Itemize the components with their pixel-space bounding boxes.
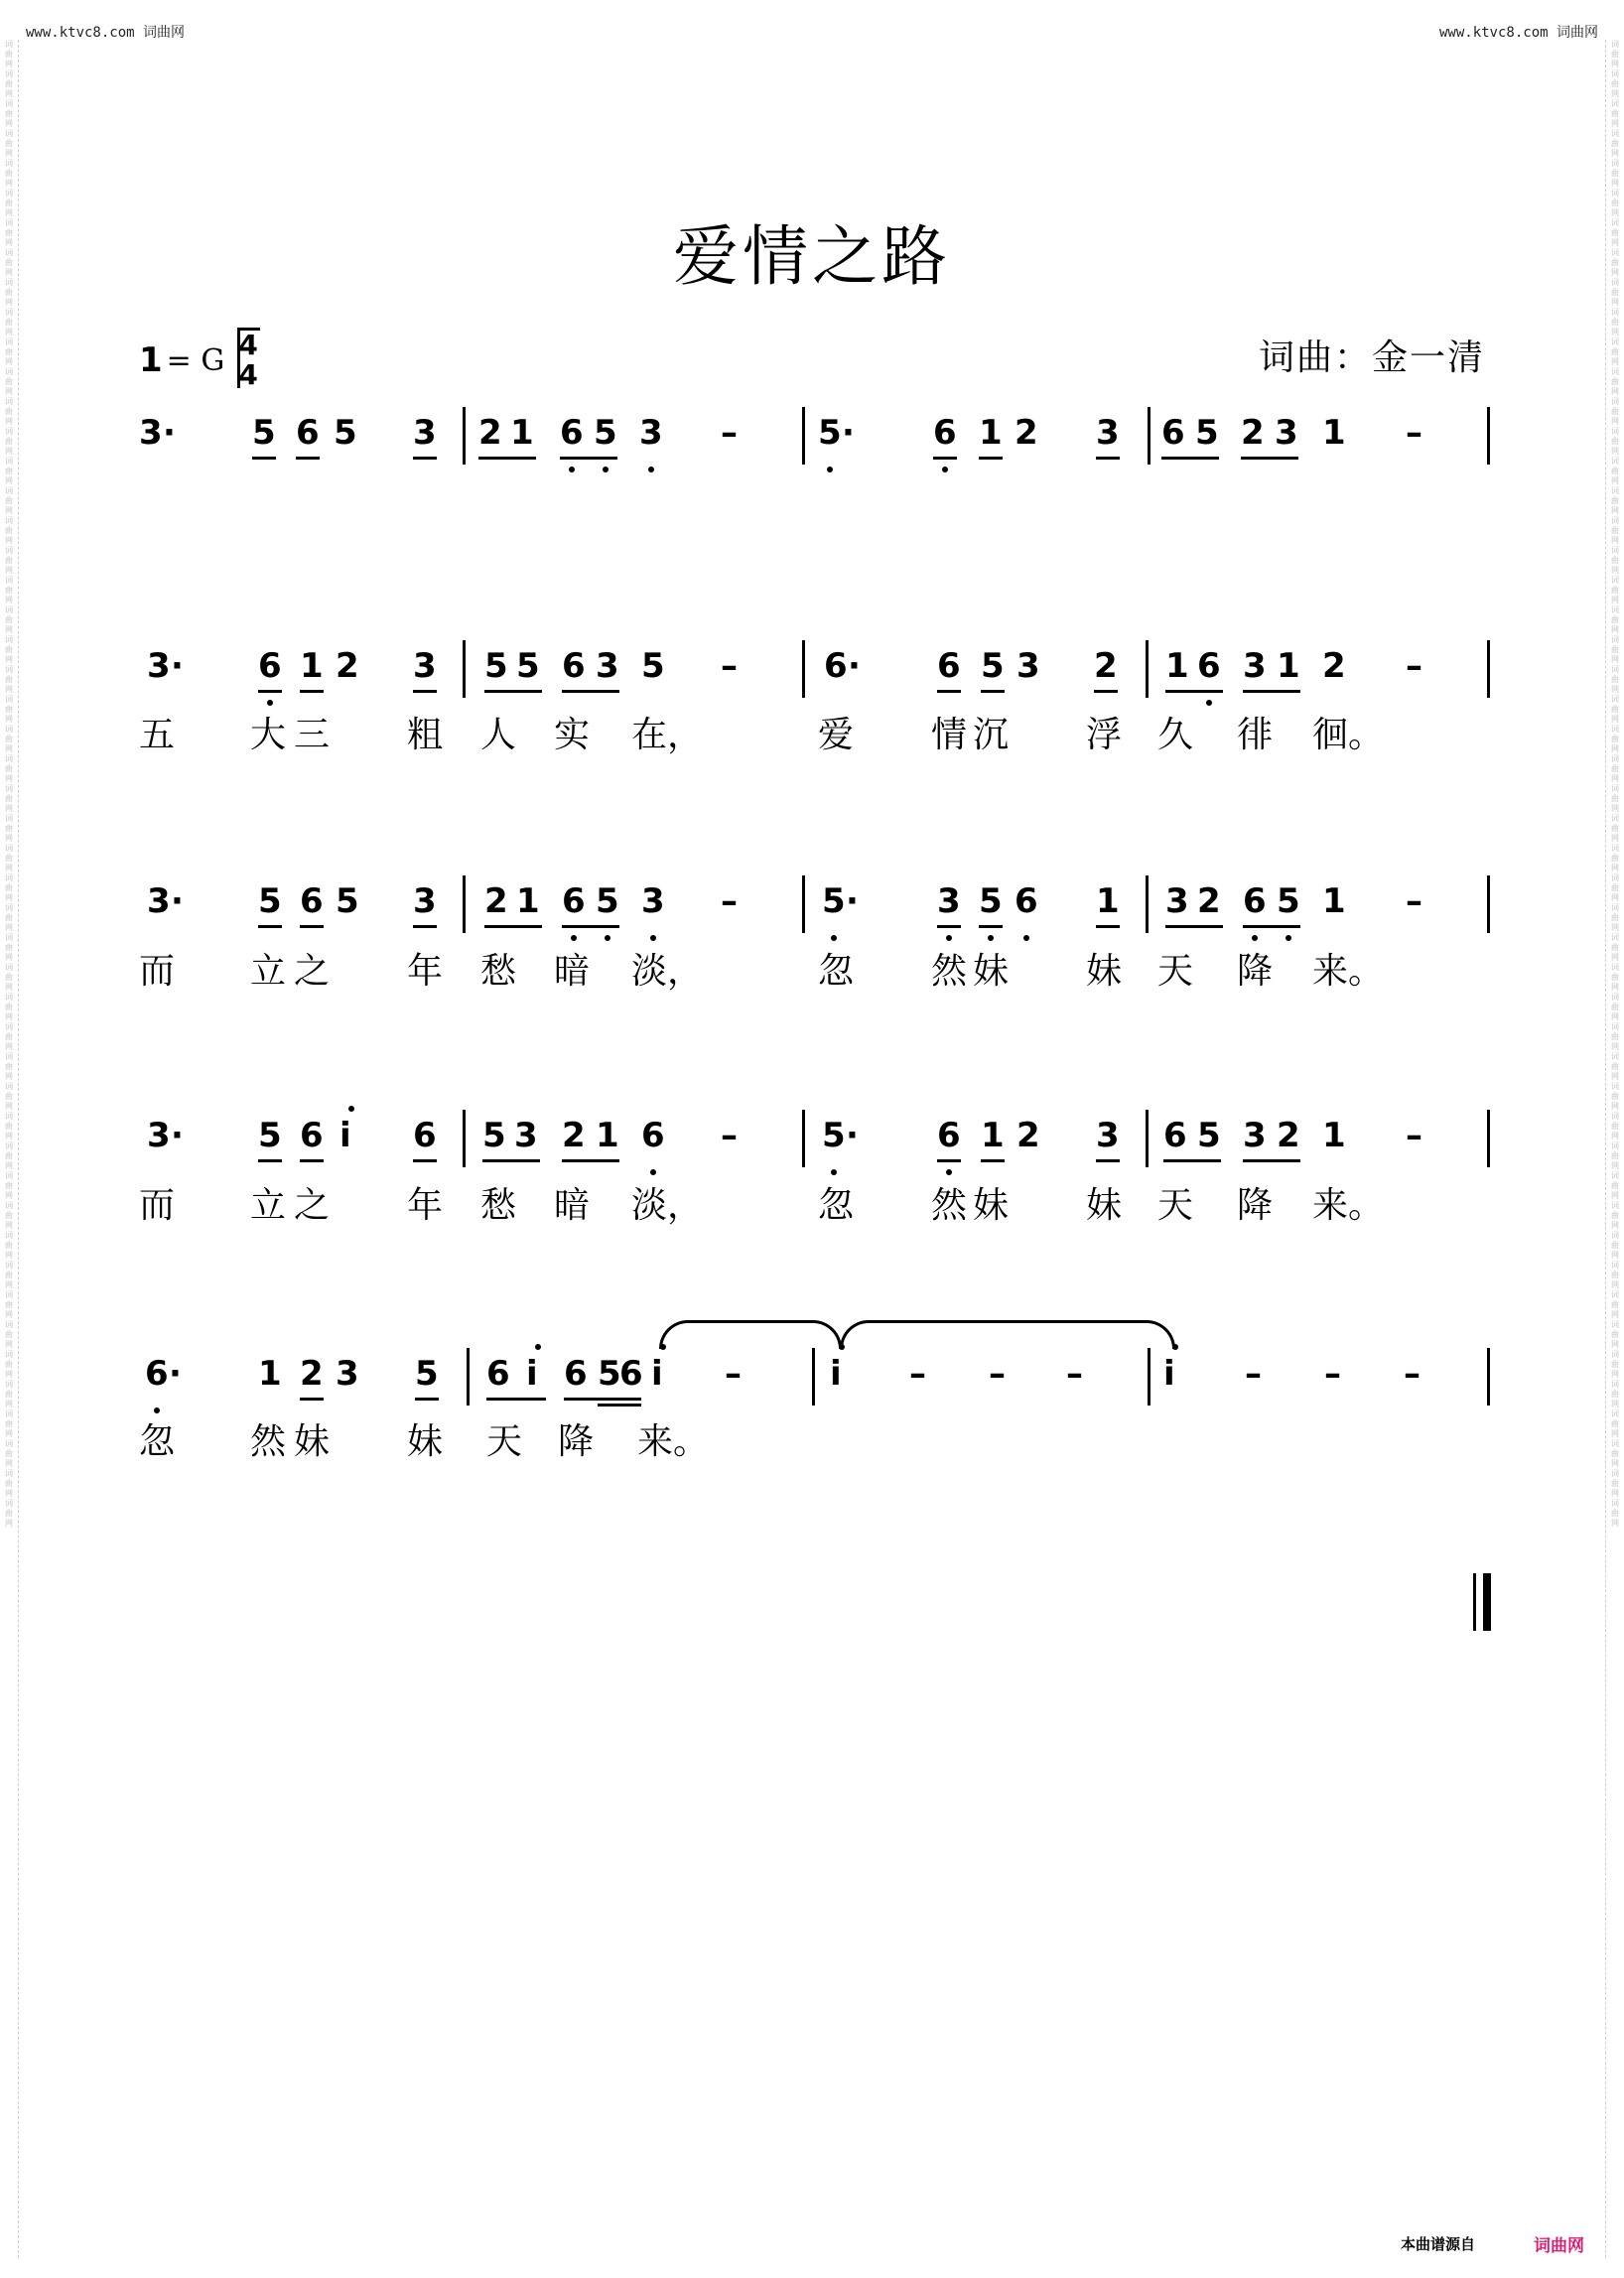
key-name: = G — [166, 342, 225, 378]
lyric: 立 — [250, 951, 287, 992]
note: 3 — [641, 881, 665, 921]
lyric: 人 — [480, 715, 517, 755]
lyric: 忽 — [818, 951, 855, 992]
beam — [486, 1398, 546, 1401]
lyric: 之 — [294, 951, 331, 992]
bar-line — [1146, 640, 1149, 698]
low-octave-dot — [648, 467, 654, 472]
bar-line — [463, 640, 466, 698]
note: 3 — [139, 413, 163, 453]
bar-line — [1146, 875, 1149, 933]
high-octave-dot — [348, 1106, 354, 1112]
beam — [1094, 690, 1118, 693]
lyric: 浮 — [1086, 715, 1123, 755]
bar-line — [1148, 1348, 1150, 1406]
footer-source-label: 本曲谱源自 — [1400, 2235, 1475, 2253]
high-octave-dot — [839, 1344, 845, 1350]
note: 5 — [641, 646, 665, 686]
note: 6 — [300, 881, 324, 921]
dash: – — [989, 1354, 1006, 1394]
dash: – — [1245, 1354, 1262, 1394]
note: 1 — [596, 1116, 619, 1155]
note: 1 — [1322, 881, 1346, 921]
beam — [300, 925, 324, 928]
dot-duration: · — [848, 646, 861, 686]
dot-duration: · — [846, 1116, 859, 1155]
note: 5 — [822, 881, 846, 921]
note: 1 — [258, 1354, 282, 1394]
lyric: 来。 — [1312, 951, 1385, 992]
note: i — [651, 1354, 663, 1394]
note: 6 — [1161, 413, 1185, 453]
note: 2 — [562, 1116, 586, 1155]
low-octave-dot — [988, 935, 994, 941]
lyric: 然 — [931, 1185, 968, 1226]
note: 5 — [594, 413, 617, 453]
time-signature — [238, 331, 257, 390]
high-octave-dot — [535, 1344, 541, 1350]
lyric: 暗 — [554, 951, 591, 992]
lyric: 然 — [931, 951, 968, 992]
beam — [413, 457, 437, 460]
beam — [1161, 457, 1219, 460]
low-octave-dot — [831, 1169, 837, 1175]
note: 2 — [1241, 413, 1265, 453]
note: 6 — [641, 1116, 665, 1155]
beam — [1241, 457, 1298, 460]
lyric: 天 — [1157, 1185, 1194, 1226]
note: 6 — [258, 646, 282, 686]
dot-duration: · — [842, 413, 855, 453]
bar-line — [1487, 1110, 1490, 1167]
beam — [415, 1398, 439, 1401]
beam — [1243, 925, 1300, 928]
low-octave-dot — [946, 935, 952, 941]
beam — [482, 1159, 540, 1162]
note: 5 — [979, 881, 1003, 921]
beam — [979, 457, 1003, 460]
note: 5 — [258, 881, 282, 921]
dash: – — [1406, 413, 1422, 453]
time-signature-top: 4 — [238, 329, 258, 361]
beam — [300, 1398, 324, 1401]
lyric: 愁 — [480, 951, 517, 992]
bar-line — [802, 1110, 805, 1167]
lyric: 而 — [139, 951, 176, 992]
note: 6 — [562, 646, 586, 686]
note: 1 — [1096, 881, 1120, 921]
key-tonic: 1 — [139, 340, 163, 380]
low-octave-dot — [650, 1169, 656, 1175]
dash: – — [1066, 1354, 1083, 1394]
lyric: 然 — [250, 1421, 287, 1462]
dash: – — [1406, 881, 1422, 921]
lyric: 淡， — [631, 951, 704, 992]
note: 6 — [562, 881, 586, 921]
note: 1 — [979, 413, 1003, 453]
low-octave-dot — [1286, 935, 1291, 941]
note: 5 — [1195, 413, 1219, 453]
note: 1 — [981, 1116, 1005, 1155]
dot-duration: · — [163, 413, 176, 453]
lyric: 忽 — [818, 1185, 855, 1226]
low-octave-dot — [1206, 700, 1212, 706]
note: 3 — [1243, 646, 1267, 686]
right-watermark-strip: 词曲网词曲网词曲网词曲网词曲网词曲网词曲网词曲网词曲网词曲网词曲网词曲网词曲网词曲网词曲网词曲网词曲网词曲网词曲网词曲网词曲网词曲网词曲网词曲网词曲网词曲网词曲网词曲网词曲网词曲网词曲网词曲网词曲网词曲网词曲网词曲网词曲网词曲网词曲网词曲网词曲网词曲网词曲网词曲网词曲网词曲网词曲网词曲网词曲网词曲网 — [1611, 40, 1619, 1528]
note: 6 — [296, 413, 320, 453]
beam — [937, 690, 961, 693]
note: 3 — [1165, 881, 1189, 921]
note: 3 — [596, 646, 619, 686]
low-octave-dot — [831, 935, 837, 941]
bar-line — [1146, 1110, 1149, 1167]
note: 3 — [413, 646, 437, 686]
beam — [1096, 457, 1120, 460]
time-signature-bottom: 4 — [238, 358, 258, 391]
note: 6 — [937, 646, 961, 686]
beam — [1163, 1159, 1221, 1162]
left-watermark-strip: 词曲网词曲网词曲网词曲网词曲网词曲网词曲网词曲网词曲网词曲网词曲网词曲网词曲网词曲网词曲网词曲网词曲网词曲网词曲网词曲网词曲网词曲网词曲网词曲网词曲网词曲网词曲网词曲网词曲网词曲网词曲网词曲网词曲网词曲网词曲网词曲网词曲网词曲网词曲网词曲网词曲网词曲网词曲网词曲网词曲网词曲网词曲网词曲网词曲网词曲网 — [5, 40, 13, 1528]
dash: – — [725, 1354, 742, 1394]
low-octave-dot — [267, 700, 273, 706]
dash: – — [721, 1116, 738, 1155]
note: 3 — [147, 646, 171, 686]
note: 3 — [413, 413, 437, 453]
note: 6 — [560, 413, 584, 453]
note: 2 — [1277, 1116, 1300, 1155]
note: 6 — [1015, 881, 1038, 921]
dash: – — [909, 1354, 926, 1394]
lyric: 而 — [139, 1185, 176, 1226]
lyric: 年 — [407, 951, 444, 992]
note: 1 — [300, 646, 324, 686]
beam — [564, 1398, 641, 1401]
dot-duration: · — [171, 1116, 184, 1155]
staff-line-4 — [0, 1110, 1624, 1169]
note: 5 — [482, 1116, 506, 1155]
note: 2 — [1197, 881, 1221, 921]
lyric: 降 — [1237, 1185, 1274, 1226]
tie-slur — [840, 1320, 1175, 1349]
low-octave-dot — [605, 935, 610, 941]
bar-line — [463, 407, 466, 465]
note: 2 — [484, 881, 508, 921]
lyric: 五 — [139, 715, 176, 755]
lyrics-line-4 — [0, 1177, 1624, 1237]
note: 5 — [334, 413, 357, 453]
note: 3 — [1275, 413, 1298, 453]
note: i — [526, 1354, 538, 1394]
bar-line — [463, 875, 466, 933]
lyric: 情 — [931, 715, 968, 755]
note: 1 — [516, 881, 540, 921]
beam — [560, 457, 617, 460]
beam — [981, 690, 1005, 693]
staff-line-1 — [0, 407, 1624, 467]
dash: – — [1406, 1116, 1422, 1155]
note: 2 — [300, 1354, 324, 1394]
lyric: 在， — [631, 715, 704, 755]
dot-duration: · — [171, 646, 184, 686]
beam — [258, 925, 282, 928]
note: 5 — [818, 413, 842, 453]
note: 5 — [484, 646, 508, 686]
beam — [562, 925, 619, 928]
lyric: 来。 — [637, 1421, 710, 1462]
lyrics-line-2 — [0, 707, 1624, 766]
beam — [937, 1159, 961, 1162]
bar-line — [1487, 407, 1490, 465]
note: 6 — [933, 413, 957, 453]
beam — [1165, 925, 1223, 928]
note: i — [830, 1354, 842, 1394]
bar-line — [1148, 407, 1150, 465]
lyric: 实 — [554, 715, 591, 755]
note: 6 — [413, 1116, 437, 1155]
note: i — [1163, 1354, 1175, 1394]
note: 6 — [486, 1354, 510, 1394]
beam — [1096, 925, 1120, 928]
staff-line-2 — [0, 640, 1624, 700]
bar-line — [463, 1110, 466, 1167]
dash: – — [1406, 646, 1422, 686]
note: 5 — [598, 1354, 621, 1394]
header-right[interactable]: www.ktvc8.com 词曲网 — [1438, 25, 1598, 41]
note: 3 — [1243, 1116, 1267, 1155]
time-signature-bar — [237, 328, 260, 391]
lyric: 爱 — [818, 715, 855, 755]
note: 6 — [564, 1354, 588, 1394]
beam — [1243, 690, 1300, 693]
note: 5 — [596, 881, 619, 921]
note: 2 — [478, 413, 502, 453]
bar-line — [1487, 1348, 1490, 1406]
lyric: 三 — [294, 715, 331, 755]
dash: – — [1404, 1354, 1421, 1394]
beam — [979, 925, 1003, 928]
lyric: 忽 — [139, 1421, 176, 1462]
note: 2 — [336, 646, 359, 686]
beam — [413, 690, 437, 693]
bar-line — [802, 640, 805, 698]
note: 3 — [336, 1354, 359, 1394]
lyric: 天 — [1157, 951, 1194, 992]
note: 5 — [258, 1116, 282, 1155]
beam — [252, 457, 276, 460]
note: 2 — [1322, 646, 1346, 686]
beam — [300, 1159, 324, 1162]
note: 5 — [981, 646, 1005, 686]
lyric: 徊。 — [1312, 715, 1385, 755]
note: 6 — [937, 1116, 961, 1155]
beam — [981, 1159, 1005, 1162]
note: 1 — [1322, 413, 1346, 453]
low-octave-dot — [942, 467, 948, 472]
note: 5 — [516, 646, 540, 686]
bar-line — [812, 1348, 815, 1406]
staff-line-5 — [0, 1348, 1624, 1407]
note: 6 — [300, 1116, 324, 1155]
note: 1 — [1277, 646, 1300, 686]
note: 3 — [147, 881, 171, 921]
dot-duration: · — [846, 881, 859, 921]
low-octave-dot — [1252, 935, 1258, 941]
lyric: 徘 — [1237, 715, 1274, 755]
tie-slur — [659, 1320, 842, 1349]
note: 3 — [639, 413, 663, 453]
lyric: 妹 — [973, 1185, 1010, 1226]
dot-duration: · — [171, 881, 184, 921]
note: 1 — [1322, 1116, 1346, 1155]
lyric: 淡， — [631, 1185, 704, 1226]
beam — [258, 690, 282, 693]
bar-line — [467, 1348, 470, 1406]
note: 6 — [1163, 1116, 1187, 1155]
note: 1 — [510, 413, 534, 453]
low-octave-dot — [827, 467, 833, 472]
lyric: 妹 — [973, 951, 1010, 992]
lyrics-line-5 — [0, 1413, 1624, 1473]
beam — [478, 457, 536, 460]
lyric: 妹 — [407, 1421, 444, 1462]
note: 3 — [147, 1116, 171, 1155]
bar-line — [1487, 640, 1490, 698]
beam — [258, 1159, 282, 1162]
bar-line — [1487, 875, 1490, 933]
note: 5 — [1277, 881, 1300, 921]
note: 3 — [1096, 1116, 1120, 1155]
double-beam — [598, 1404, 641, 1407]
dash: – — [721, 646, 738, 686]
note: 2 — [1015, 413, 1038, 453]
composer-credit: 词曲：金一清 — [1258, 337, 1485, 378]
low-octave-dot — [569, 467, 575, 472]
note: 3 — [937, 881, 961, 921]
key-signature — [139, 328, 258, 393]
note: 3 — [413, 881, 437, 921]
note: 3 — [1016, 646, 1040, 686]
beam — [484, 925, 542, 928]
lyric: 大 — [250, 715, 287, 755]
low-octave-dot — [946, 1169, 952, 1175]
note: 5 — [336, 881, 359, 921]
note: 6 — [824, 646, 848, 686]
dot-duration: · — [169, 1354, 182, 1394]
final-barline — [1473, 1573, 1491, 1631]
lyric: 沉 — [973, 715, 1010, 755]
lyric: 暗 — [554, 1185, 591, 1226]
note: 3 — [514, 1116, 538, 1155]
beam — [484, 690, 542, 693]
note: 5 — [822, 1116, 846, 1155]
note: 5 — [1197, 1116, 1221, 1155]
beam — [413, 925, 437, 928]
beam — [413, 1159, 437, 1162]
lyric: 来。 — [1312, 1185, 1385, 1226]
lyric: 愁 — [480, 1185, 517, 1226]
note: 2 — [1016, 1116, 1040, 1155]
beam — [933, 457, 957, 460]
bar-line — [802, 875, 805, 933]
beam — [562, 1159, 619, 1162]
lyric: 之 — [294, 1185, 331, 1226]
note: i — [339, 1116, 351, 1155]
bar-line — [802, 407, 805, 465]
lyric: 妹 — [294, 1421, 331, 1462]
lyrics-line-3 — [0, 943, 1624, 1003]
dash: – — [721, 413, 738, 453]
note: 2 — [1094, 646, 1118, 686]
note: 3 — [1096, 413, 1120, 453]
low-octave-dot — [603, 467, 609, 472]
low-octave-dot — [650, 935, 656, 941]
beam — [1243, 1159, 1300, 1162]
note: 6 — [619, 1354, 643, 1394]
lyric: 久 — [1157, 715, 1194, 755]
lyric: 降 — [1237, 951, 1274, 992]
lyric: 妹 — [1086, 1185, 1123, 1226]
dash: – — [721, 881, 738, 921]
footer-site-link[interactable]: 词曲网 — [1534, 2236, 1584, 2256]
lyric: 妹 — [1086, 951, 1123, 992]
header-left[interactable]: www.ktvc8.com 词曲网 — [26, 25, 186, 41]
note: 6 — [1197, 646, 1221, 686]
high-octave-dot — [660, 1344, 666, 1350]
note: 6 — [1243, 881, 1267, 921]
high-octave-dot — [1172, 1344, 1178, 1350]
dash: – — [1324, 1354, 1341, 1394]
lyric: 立 — [250, 1185, 287, 1226]
lyric: 天 — [486, 1421, 523, 1462]
low-octave-dot — [571, 935, 577, 941]
note: 5 — [415, 1354, 439, 1394]
beam — [296, 457, 320, 460]
beam — [937, 925, 961, 928]
staff-line-3 — [0, 875, 1624, 935]
lyric: 粗 — [407, 715, 444, 755]
note: 5 — [252, 413, 276, 453]
lyric: 降 — [558, 1421, 595, 1462]
beam — [300, 690, 324, 693]
note: 1 — [1165, 646, 1189, 686]
beam — [1165, 690, 1223, 693]
song-title: 爱情之路 — [673, 218, 951, 295]
beam — [562, 690, 619, 693]
lyric: 年 — [407, 1185, 444, 1226]
low-octave-dot — [1023, 935, 1029, 941]
beam — [1096, 1159, 1120, 1162]
note: 6 — [145, 1354, 169, 1394]
